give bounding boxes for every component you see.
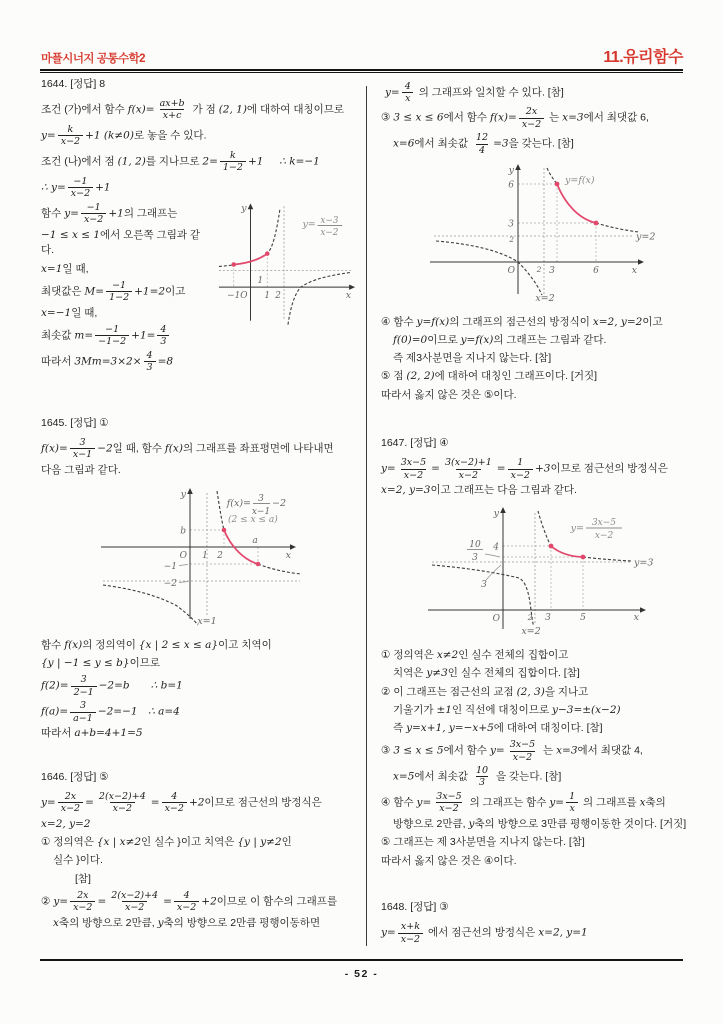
- domain-label-a: a: [252, 535, 258, 546]
- header-chapter-title: 11.유리함수: [603, 49, 683, 66]
- x-axis-arrow: [640, 607, 646, 612]
- header-rule: [40, 69, 683, 73]
- solution-line: x=2, y=2: [41, 817, 91, 830]
- solution-line: ④ 함수 y=f(x)의 그래프의 점근선의 방정식이 x=2, y=2이고: [381, 315, 663, 328]
- graph-1647: [418, 505, 658, 638]
- page-number: - 52 -: [344, 968, 379, 980]
- data-point: [554, 181, 559, 186]
- asymptote-label: y=2: [635, 231, 655, 243]
- solution-line: x=1일 때,: [41, 262, 89, 275]
- domain-annotation: (2 ≤ x ≤ a): [228, 514, 278, 525]
- tick-label: 1: [202, 550, 208, 561]
- solution-line: 즉 y=x+1, y=−x+5에 대하여 대칭이다. [참]: [393, 722, 603, 735]
- curve-right-upper: [217, 491, 224, 530]
- tick-label: 3: [480, 580, 487, 591]
- leader-line: [179, 581, 188, 582]
- data-point: [231, 262, 236, 267]
- data-point: [256, 562, 261, 567]
- curve-equation-numerator: x−3: [320, 215, 339, 226]
- solution-line: ① 정의역은 {x | x≠2인 실수 }이고 치역은 {y | y≠2인: [41, 836, 292, 849]
- footer-rule: [40, 959, 683, 961]
- solution-line: x=5에서 최솟값 $\frac{10}{3}$ 을 갖는다. [참]: [393, 765, 562, 789]
- solution-line: ② y= $\frac{2x}{x-2}$ = $\frac{2(x-2)+4}{x-2}$ = $\frac{4}{x-2}$ +2이므로 이 함수의 그래프를: [41, 889, 338, 914]
- solution-line: 조건 (가)에서 함수 f(x)= $\frac{ax+b}{x+c}$ 가 점 (2, 1)에 대하여 대칭이므로: [41, 98, 345, 122]
- solution-line: 즉 제3사분면을 지나지 않는다. [참]: [393, 352, 552, 365]
- curve-equation-denominator: x−1: [251, 506, 271, 517]
- data-point: [222, 528, 227, 533]
- origin-label: O: [492, 614, 500, 625]
- solution-line: ③ 3 ≤ x ≤ 5에서 함수 y= $\frac{3x-5}{x-2}$ 는 x=3에서 최댓값 4,: [381, 739, 643, 763]
- solution-line: {y | −1 ≤ y ≤ b}이므로: [41, 657, 161, 670]
- curve-equation-numerator: 3x−5: [591, 518, 616, 529]
- solution-line: ④ 함수 y= $\frac{3x-5}{x-2}$ 의 그래프는 함수 y= $\frac{1}{x}$ 의 그래프를 x축의: [381, 791, 666, 815]
- problem-1646: [41, 769, 359, 932]
- tick-label: −1: [227, 290, 241, 301]
- tick-label: 2: [536, 264, 541, 274]
- tick-label: 3: [544, 613, 551, 624]
- solution-line: 조건 (나)에서 점 (1, 2)를 지나므로 2= $\frac{k}{1-2}$ +1 ∴ k=−1: [41, 149, 320, 174]
- solution-line: y= $\frac{3x-5}{x-2}$ = $\frac{3(x-2)+1}{x-2}$ = $\frac{1}{x-2}$ +3이므로 점근선의 방정식은: [381, 457, 668, 481]
- graph-1645-wrapper: [41, 485, 359, 630]
- solution-line: 실수 }이다.: [53, 854, 103, 867]
- solution-line: ∴ y= $\frac{-1}{x-2}$ +1: [41, 175, 111, 199]
- graph-1645: [95, 485, 305, 625]
- curve-left-branch: [432, 565, 533, 625]
- solution-line: [참]: [75, 872, 91, 885]
- problem-1647: [381, 435, 694, 869]
- solution-line: −1 ≤ x ≤ 1에서 오른쪽 그림과 같다.: [41, 228, 201, 257]
- x-axis-arrow: [638, 259, 644, 264]
- solution-line: f(x)= $\frac{3}{x-1}$ −2일 때, 함수 f(x)의 그래프를 좌표평면에 나타내면: [41, 437, 334, 461]
- column-divider: [366, 86, 367, 946]
- tick-label: −1: [163, 561, 177, 572]
- data-point: [580, 555, 585, 560]
- curve-equation-numerator: 3: [258, 493, 264, 504]
- problem-1645: [41, 415, 359, 742]
- solution-line: ② 이 그래프는 점근선의 교점 (2, 3)을 지나고: [381, 685, 589, 698]
- solution-line: 따라서 3Mm=3×2× $\frac{4}{3}$ =8: [41, 349, 174, 374]
- solution-line: 따라서 옳지 않은 것은 ⑤이다.: [381, 388, 517, 401]
- x-axis-label: x: [633, 612, 639, 624]
- solution-line: ⑤ 그래프는 제 3사분면을 지나지 않는다. [참]: [381, 836, 585, 849]
- asymptote-label: x=2: [520, 626, 541, 638]
- right-column: [381, 78, 694, 947]
- tick-label: 3: [548, 265, 555, 276]
- tick-label: 6: [507, 180, 514, 191]
- solution-line: y= $\frac{k}{x-2}$ +1 (k≠0)로 놓을 수 있다.: [41, 123, 207, 148]
- problem-title: 1648. [정답] ③: [381, 901, 449, 914]
- asymptote-value-label: 1: [257, 275, 264, 286]
- x-axis-arrow: [349, 284, 355, 289]
- y-axis-arrow: [515, 164, 521, 170]
- solution-line: x=2, y=3이고 그래프는 다음 그림과 같다.: [381, 484, 577, 497]
- problem-title: 1647. [정답] ④: [381, 437, 449, 450]
- curve-equation-prefix: y=: [302, 218, 316, 230]
- solution-line: 함수 y= $\frac{-1}{x-2}$ +1의 그래프는: [41, 201, 178, 225]
- y-axis-label: y: [180, 488, 186, 500]
- leader-line: [485, 554, 500, 557]
- x-axis-label: x: [285, 549, 291, 561]
- graph-1646: [418, 162, 658, 302]
- highlighted-segment: [557, 184, 596, 223]
- tick-label: 5: [579, 613, 586, 624]
- solution-line: ⑤ 점 (2, 2)에 대하여 대칭인 그래프이다. [거짓]: [381, 370, 598, 383]
- y-axis-label: y: [241, 202, 247, 214]
- problem-title: 1645. [정답] ①: [41, 417, 109, 430]
- graph-1644: [213, 200, 359, 327]
- solution-line: 치역은 y≠3인 실수 전체의 집합이다. [참]: [393, 667, 580, 680]
- solution-line: 따라서 a+b=4+1=5: [41, 727, 143, 740]
- problem-1648: [381, 899, 694, 944]
- tick-label: 4: [492, 542, 499, 553]
- graph-1647-wrapper: [381, 505, 694, 640]
- curve-left-branch: [436, 241, 542, 295]
- x-axis-label: x: [345, 289, 352, 301]
- solution-line: x축의 방향으로 2만큼, y축의 방향으로 2만큼 평행이동하면: [53, 916, 321, 929]
- curve-right-lower: [596, 223, 639, 232]
- tick-label: 1: [264, 290, 271, 301]
- y-axis-label: y: [508, 164, 514, 176]
- solution-line: 최솟값 m= $\frac{-1}{-1-2}$ +1= $\frac{4}{3}$: [41, 324, 359, 347]
- asymptote-label: x=2: [534, 292, 555, 304]
- solution-line: y= $\frac{4}{x}$ 의 그래프와 일치할 수 있다. [참]: [385, 80, 564, 104]
- curve-right-upper: [538, 511, 551, 546]
- leader-line: [179, 564, 188, 565]
- tick-fraction-numerator: 10: [468, 540, 481, 551]
- y-axis-arrow: [248, 203, 254, 209]
- solution-line: f(0)=0이므로 y=f(x)의 그래프는 그림과 같다.: [393, 333, 607, 346]
- curve-equation-prefix: f(x)=: [226, 497, 251, 509]
- range-label-b: b: [180, 526, 186, 537]
- tick-label: 2: [217, 550, 223, 561]
- header-book-title: 마플시너지 공통수학2: [41, 53, 146, 65]
- tick-label: 6: [592, 265, 599, 276]
- solution-line: ③ 3 ≤ x ≤ 6에서 함수 f(x)= $\frac{2x}{x-2}$ 는 x=3에서 최댓값 6,: [381, 106, 649, 130]
- curve-left-branch: [219, 208, 280, 266]
- asymptote-label: y=3: [633, 557, 653, 569]
- tick-label: 2: [275, 290, 281, 301]
- data-point: [265, 251, 270, 256]
- solution-line: ① 정의역은 x≠2인 실수 전체의 집합이고: [381, 649, 569, 662]
- graph-1646-wrapper: [381, 162, 694, 307]
- curve-right-upper: [547, 168, 557, 184]
- solution-line: x=6에서 최솟값 $\frac{12}{4}$ =3을 갖는다. [참]: [393, 132, 574, 156]
- curve-equation-denominator: x−2: [594, 531, 613, 542]
- problem-title: 1646. [정답] ⑤: [41, 770, 109, 783]
- solution-line: f(2)= $\frac{3}{2-1}$ −2=b ∴ b=1: [41, 674, 183, 698]
- curve-left-branch: [103, 585, 198, 625]
- curve-equation-label: y=f(x): [564, 174, 595, 186]
- problem-title: 1644. [정답] 8: [41, 78, 106, 90]
- data-point: [593, 220, 598, 225]
- problem-1644: [41, 76, 359, 373]
- origin-label: O: [507, 265, 515, 276]
- solution-line: 함수 f(x)의 정의역이 {x | 2 ≤ x ≤ a}이고 치역이: [41, 638, 272, 651]
- tick-label: 3: [507, 219, 514, 230]
- curve-equation-prefix: y=: [570, 523, 584, 535]
- solution-line: 따라서 옳지 않은 것은 ④이다.: [381, 854, 517, 867]
- data-point: [548, 544, 553, 549]
- highlighted-segment: [551, 546, 583, 557]
- solution-line: x=−1일 때,: [41, 306, 98, 319]
- x-axis-arrow: [290, 544, 296, 549]
- tick-label: −2: [163, 578, 177, 589]
- tick-label: 2: [508, 234, 514, 244]
- tick-label: 2: [527, 613, 532, 623]
- asymptote-label: x=1: [197, 615, 217, 627]
- solution-line: 다음 그림과 같다.: [41, 464, 121, 477]
- tick-fraction-denominator: 3: [471, 553, 478, 564]
- curve-right-lower: [583, 557, 632, 561]
- y-axis-arrow: [500, 507, 506, 513]
- solution-line: 기울기가 ±1인 직선에 대칭이므로 y−3=±(x−2): [393, 703, 621, 716]
- left-column: [41, 76, 359, 934]
- solution-line: y= $\frac{2x}{x-2}$ = $\frac{2(x-2)+4}{x-2}$ = $\frac{4}{x-2}$ +2이므로 점근선의 방정식은: [41, 790, 322, 815]
- curve-equation-denominator: x−2: [320, 227, 339, 238]
- origin-label: O: [179, 550, 187, 561]
- solution-line: 방향으로 2만큼, y축의 방향으로 3만큼 평행이동한 것이다. [거짓]: [393, 818, 687, 831]
- problem-1646-continued: [381, 81, 694, 404]
- solution-line: 최댓값은 M= $\frac{-1}{1-2}$ +1=2이고: [41, 279, 186, 303]
- curve-right-branch: [288, 272, 351, 324]
- curve-equation-suffix: −2: [272, 497, 287, 509]
- origin-label: O: [240, 290, 248, 301]
- solution-line: y= $\frac{x+k}{x-2}$ 에서 점근선의 방정식은 x=2, y=1: [381, 921, 588, 945]
- curve-right-lower: [258, 564, 301, 574]
- y-axis-arrow: [187, 488, 193, 494]
- x-axis-label: x: [631, 264, 637, 276]
- y-axis-label: y: [493, 508, 499, 520]
- solution-line: f(a)= $\frac{3}{a-1}$ −2=−1 ∴ a=4: [41, 700, 180, 724]
